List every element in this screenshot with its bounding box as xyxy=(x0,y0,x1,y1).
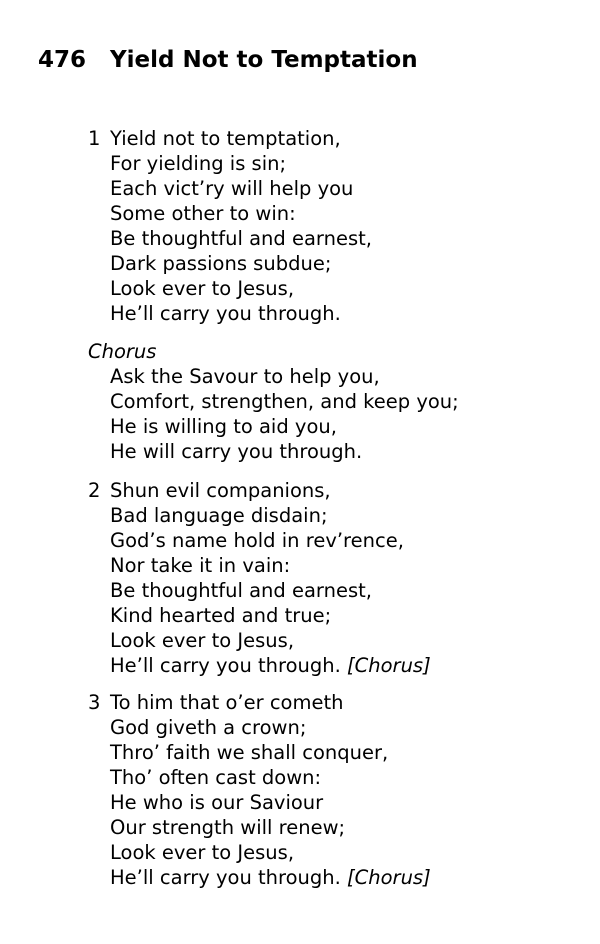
verse-line: Bad language disdain; xyxy=(110,504,328,527)
verse-line: Kind hearted and true; xyxy=(110,604,332,627)
verse-line-last xyxy=(88,865,431,890)
hymn-number: 476 xyxy=(38,47,87,73)
chorus-line: He is willing to aid you, xyxy=(110,415,337,438)
verse-line: Look ever to Jesus, xyxy=(110,629,295,652)
chorus-label: Chorus xyxy=(88,340,157,363)
verse-line: Look ever to Jesus, xyxy=(110,277,295,300)
chorus-line: Ask the Savour to help you, xyxy=(110,365,380,388)
chorus xyxy=(88,339,459,464)
chorus-line: Comfort, strengthen, and keep you; xyxy=(110,390,459,413)
chorus-line: He will carry you through. xyxy=(110,440,363,463)
verse-line: Be thoughtful and earnest, xyxy=(110,579,372,602)
chorus-reference: [Chorus] xyxy=(347,866,431,889)
verse-line: Nor take it in vain: xyxy=(110,554,291,577)
verse-number: 3 xyxy=(88,691,101,714)
verse-1 xyxy=(88,126,372,326)
verse-line: Look ever to Jesus, xyxy=(110,841,295,864)
verse-number: 1 xyxy=(88,127,101,150)
chorus-reference: [Chorus] xyxy=(347,654,431,677)
verse-line: To him that o’er cometh xyxy=(110,691,344,714)
hymn-title: Yield Not to Temptation xyxy=(110,47,418,73)
verse-line: Our strength will renew; xyxy=(110,816,346,839)
verse-line-text: He’ll carry you through. xyxy=(110,866,341,889)
verse-line: He’ll carry you through. xyxy=(110,302,341,325)
verse-line: God’s name hold in rev’rence, xyxy=(110,529,404,552)
verse-line: Tho’ often cast down: xyxy=(110,766,322,789)
verse-line-last xyxy=(88,653,431,678)
verse-line: For yielding is sin; xyxy=(110,152,287,175)
verse-line: Some other to win: xyxy=(110,202,296,225)
verse-line: He who is our Saviour xyxy=(110,791,324,814)
hymn-header xyxy=(38,44,418,76)
verse-line: God giveth a crown; xyxy=(110,716,307,739)
verse-line: Shun evil companions, xyxy=(110,479,331,502)
verse-line-text: He’ll carry you through. xyxy=(110,654,341,677)
verse-3 xyxy=(88,690,431,890)
verse-line: Dark passions subdue; xyxy=(110,252,332,275)
verse-line: Thro’ faith we shall conquer, xyxy=(110,741,389,764)
verse-number: 2 xyxy=(88,479,101,502)
verse-line: Yield not to temptation, xyxy=(110,127,341,150)
verse-line: Be thoughtful and earnest, xyxy=(110,227,372,250)
verse-2 xyxy=(88,478,431,678)
verse-line: Each vict’ry will help you xyxy=(110,177,354,200)
